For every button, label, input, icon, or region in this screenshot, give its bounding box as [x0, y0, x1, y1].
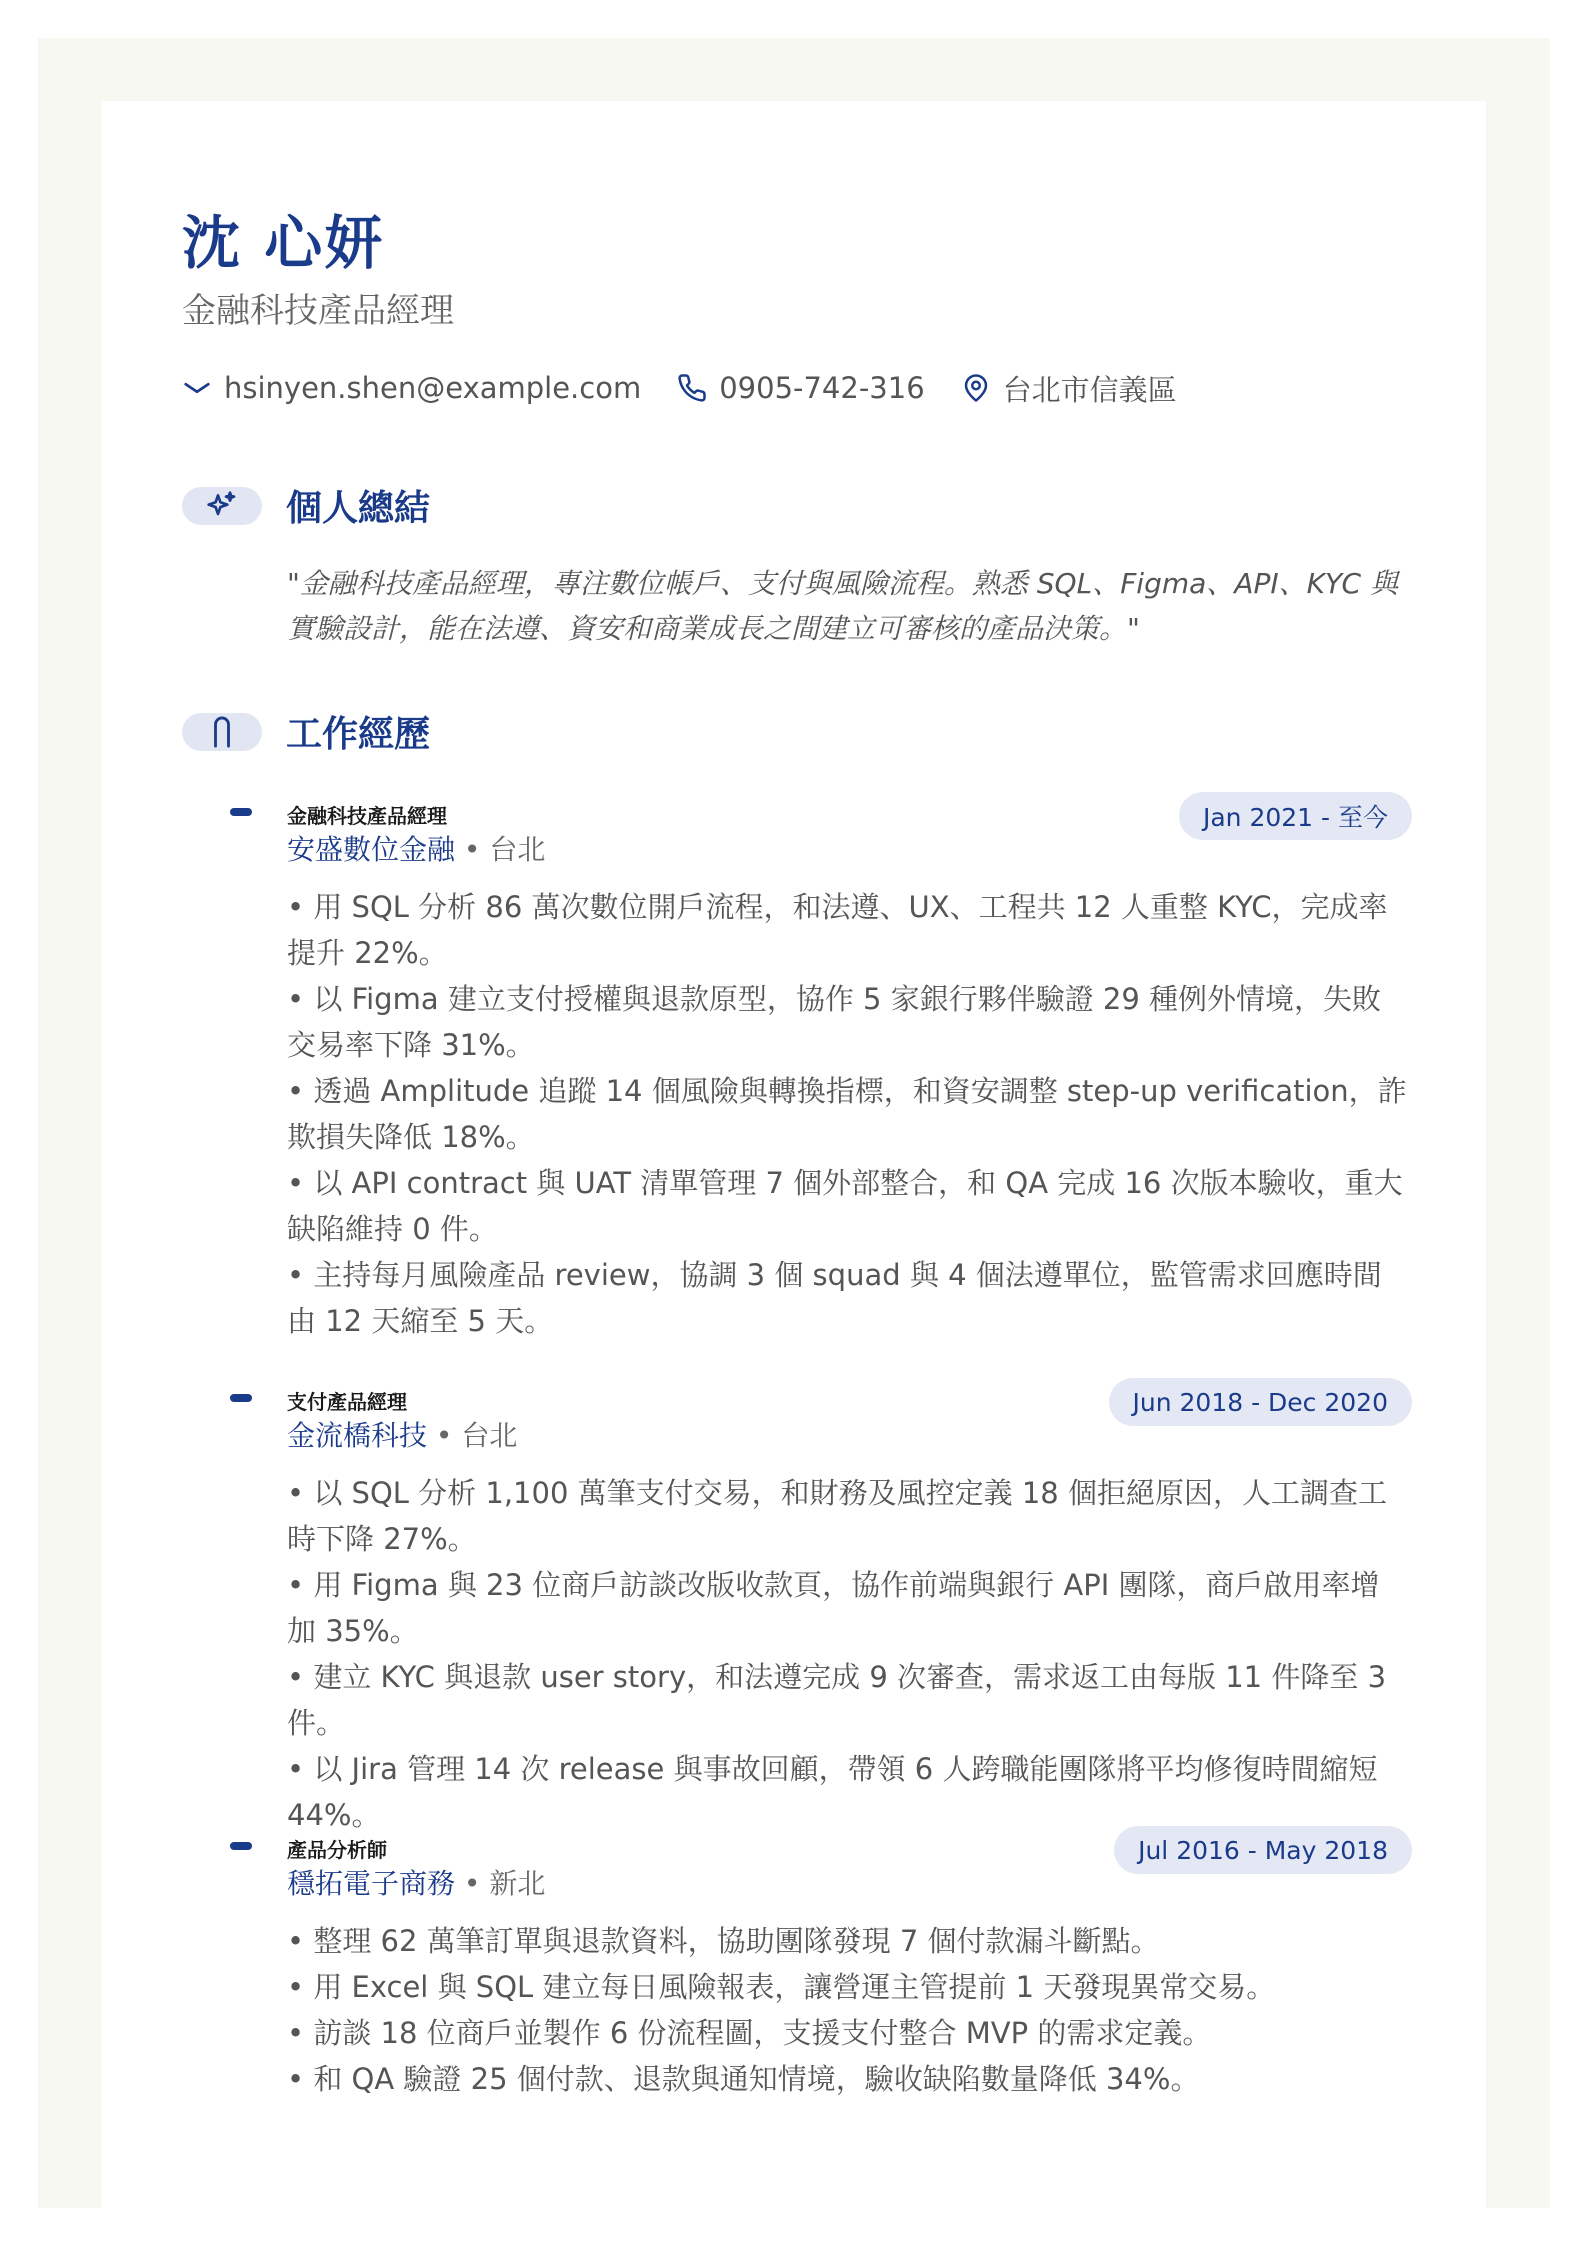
job-company-line	[287, 1414, 517, 1454]
job-bullet: • 和 QA 驗證 25 個付款、退款與通知情境，驗收缺陷數量降低 34%。	[287, 2062, 1200, 2096]
job-location: 台北	[461, 1419, 518, 1452]
job-bullet: • 建立 KYC 與退款 user story，和法遵完成 9 次審查，需求返工由每版 11 件降至 3 件。	[287, 1660, 1387, 1740]
candidate-title: 金融科技產品經理	[182, 291, 454, 331]
email-icon	[182, 373, 212, 403]
job-company: 穩拓電子商務	[287, 1867, 456, 1900]
job-marker	[230, 1394, 252, 1402]
contact-phone[interactable]	[677, 371, 924, 405]
summary-heading: 個人總結	[286, 488, 431, 529]
email-text: hsinyen.shen@example.com	[224, 371, 642, 405]
job-bullet: • 以 Figma 建立支付授權與退款原型，協作 5 家銀行夥伴驗證 29 種例外情境，失敗交易率下降 31%。	[287, 982, 1382, 1062]
separator-dot: •	[463, 1867, 490, 1900]
summary-text: "金融科技產品經理，專注數位帳戶、支付與風險流程。熟悉 SQL、Figma、API、KYC 與實驗設計，能在法遵、資安和商業成長之間建立可審核的產品決策。"	[287, 567, 1399, 645]
job-bullet: • 整理 62 萬筆訂單與退款資料，協助團隊發現 7 個付款漏斗斷點。	[287, 1924, 1160, 1958]
job-role: 金融科技產品經理	[287, 804, 447, 828]
candidate-name: 沈 心妍	[182, 209, 385, 277]
job-marker	[230, 1842, 252, 1850]
job-dates: Jul 2016 - May 2018	[1114, 1826, 1412, 1874]
job-company: 安盛數位金融	[287, 833, 456, 866]
job-bullet: • 訪談 18 位商戶並製作 6 份流程圖，支援支付整合 MVP 的需求定義。	[287, 2016, 1212, 2050]
map-pin-icon	[961, 373, 991, 403]
experience-heading: 工作經歷	[286, 714, 431, 755]
job-bullet: • 主持每月風險產品 review，協調 3 個 squad 與 4 個法遵單位，監管需求回應時間由 12 天縮至 5 天。	[287, 1258, 1382, 1338]
job-bullet: • 透過 Amplitude 追蹤 14 個風險與轉換指標，和資安調整 step-up verification，詐欺損失降低 18%。	[287, 1074, 1407, 1154]
job-dates: Jan 2021 - 至今	[1179, 792, 1412, 840]
separator-dot: •	[463, 833, 490, 866]
job-dates: Jun 2018 - Dec 2020	[1109, 1378, 1413, 1426]
job-location: 台北	[489, 833, 546, 866]
briefcase-icon	[182, 713, 262, 751]
job-location: 新北	[489, 1867, 546, 1900]
summary-section-header	[182, 480, 430, 531]
job-bullet: • 以 SQL 分析 1,100 萬筆支付交易，和財務及風控定義 18 個拒絕原因，人工調查工時下降 27%。	[287, 1476, 1387, 1556]
contact-bar	[182, 366, 1213, 410]
job-bullets	[287, 1918, 1407, 2102]
job-entry	[230, 1834, 1410, 2104]
job-bullet: • 以 API contract 與 UAT 清單管理 7 個外部整合，和 QA 完成 16 次版本驗收，重大缺陷維持 0 件。	[287, 1166, 1403, 1246]
job-bullet: • 用 Excel 與 SQL 建立每日風險報表，讓營運主管提前 1 天發現異常交易。	[287, 1970, 1276, 2004]
job-bullet: • 用 Figma 與 23 位商戶訪談改版收款頁，協作前端與銀行 API 團隊，商戶啟用率增加 35%。	[287, 1568, 1380, 1648]
job-bullet: • 用 SQL 分析 86 萬次數位開戶流程，和法遵、UX、工程共 12 人重整 KYC，完成率提升 22%。	[287, 890, 1388, 970]
job-bullet: • 以 Jira 管理 14 次 release 與事故回顧，帶領 6 人跨職能團隊將平均修復時間縮短 44%。	[287, 1752, 1378, 1832]
sparkle-icon	[182, 487, 262, 525]
job-marker	[230, 808, 252, 816]
location-text: 台北市信義區	[1002, 372, 1177, 407]
job-role: 產品分析師	[287, 1838, 387, 1862]
job-company-line	[287, 828, 545, 868]
separator-dot: •	[435, 1419, 462, 1452]
job-bullets	[287, 884, 1407, 1344]
phone-text: 0905-742-316	[719, 371, 925, 405]
job-role: 支付產品經理	[287, 1390, 407, 1414]
job-company: 金流橋科技	[287, 1419, 428, 1452]
phone-icon	[677, 373, 707, 403]
job-entry	[230, 800, 1410, 1340]
contact-location	[961, 368, 1177, 409]
job-entry	[230, 1386, 1410, 1832]
job-bullets	[287, 1470, 1407, 1838]
contact-email[interactable]	[182, 371, 641, 405]
job-company-line	[287, 1862, 545, 1902]
experience-section-header	[182, 706, 430, 757]
